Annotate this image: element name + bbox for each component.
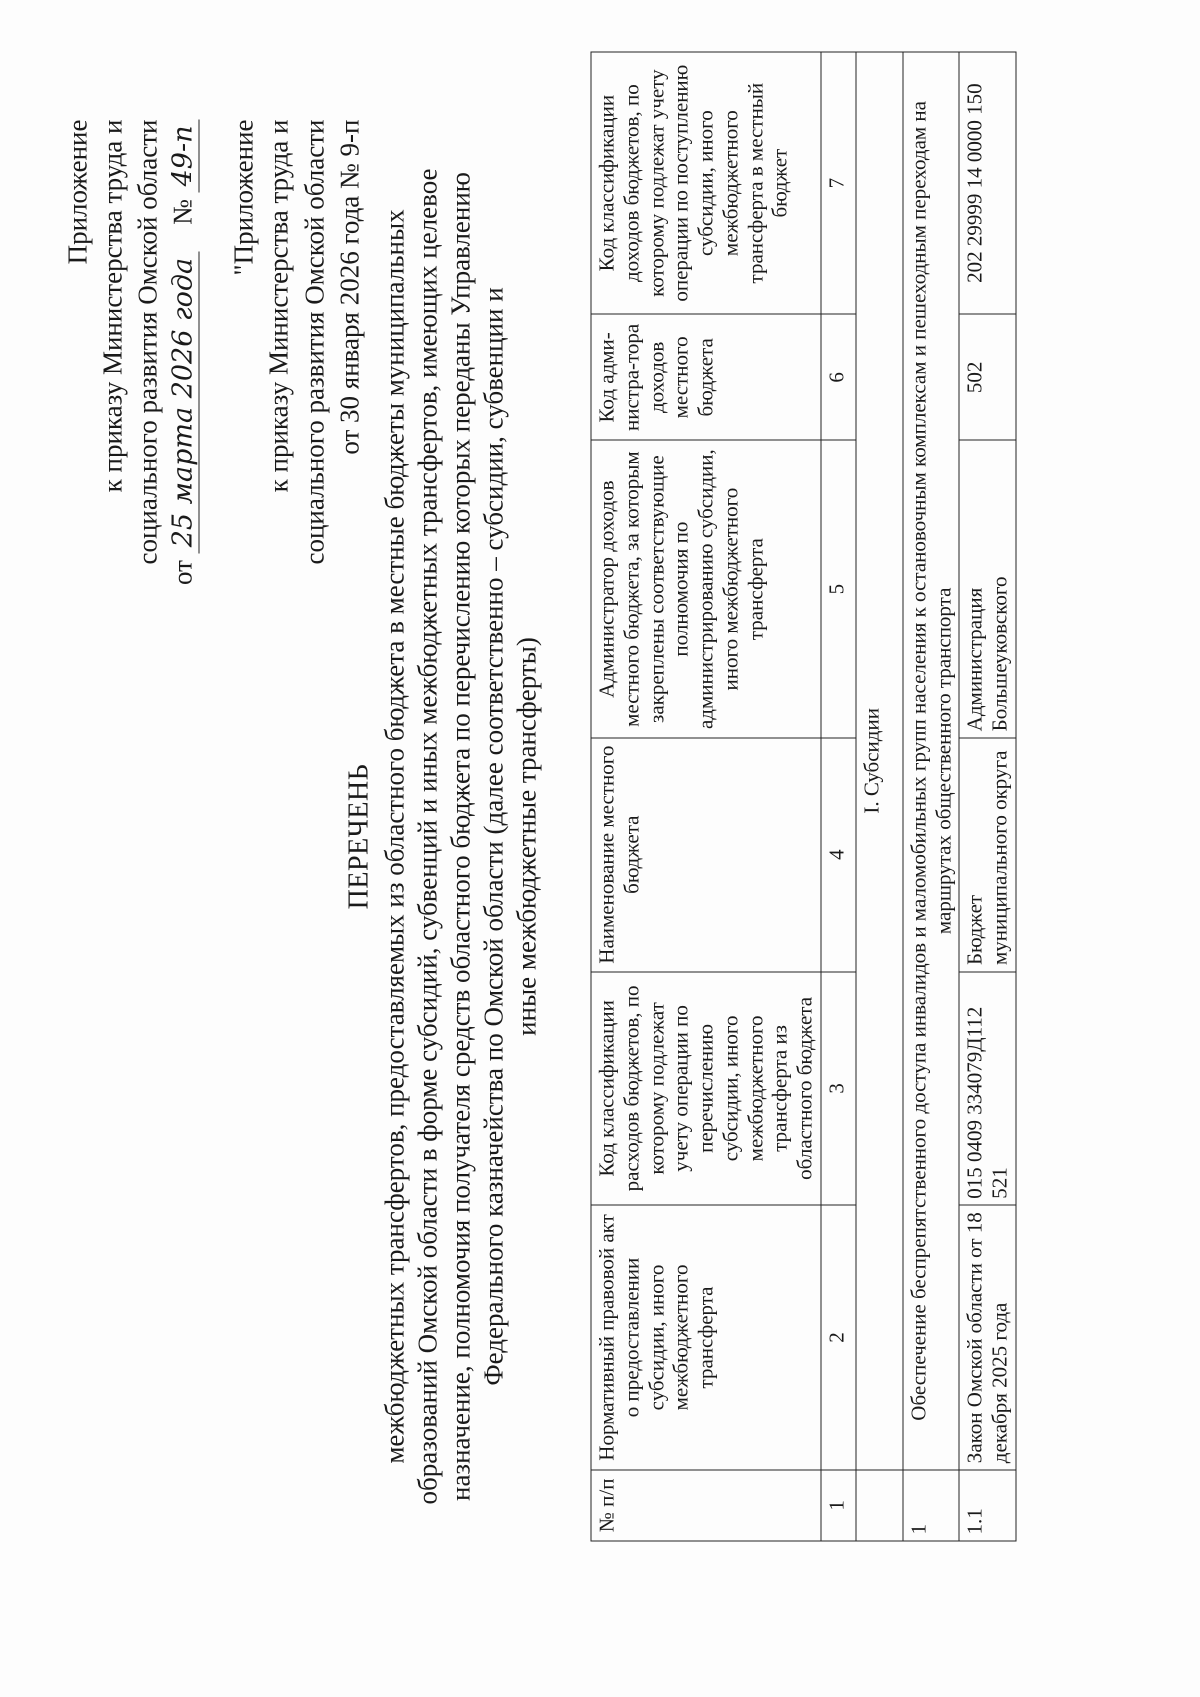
column-number: 4: [821, 738, 856, 972]
column-number: 5: [821, 440, 856, 737]
group-number: 1: [903, 1470, 960, 1541]
row-admin-code: 502: [959, 314, 1016, 440]
column-number: 2: [821, 1205, 856, 1469]
approval-header: [61, 120, 368, 640]
section-spacer-cell: [856, 1470, 903, 1541]
rotated-sheet: [1, 0, 1200, 1697]
title-line-2: образований Омской области в форме субсидий, субвенций и иных межбюджетных трансфертов, имеющих целевое: [412, 168, 443, 1505]
header-appendix: Приложение: [62, 119, 93, 265]
quoted-date: от 30 января 2026 года № 9-п: [334, 119, 365, 455]
col-header-budget-name: Наименование местного бюджета: [591, 738, 821, 972]
quoted-order-ref: к приказу Министерства труда и: [263, 119, 294, 493]
row-income-code: 202 29999 14 0000 150: [959, 52, 1016, 314]
header-date-line: [166, 120, 201, 640]
document-title: [343, 157, 544, 1517]
quoted-appendix: "Приложение: [228, 119, 259, 276]
title-line-1: межбюджетных трансфертов, предоставляемых из областного бюджета в местные бюджеты муниципальных: [379, 209, 410, 1464]
section-row: [856, 52, 903, 1541]
column-numbers-row: [821, 52, 856, 1541]
row-budget-name: Бюджет муниципального округа: [959, 738, 1016, 972]
table-header-row: [591, 52, 821, 1541]
group-row: [903, 52, 960, 1541]
title-line-4: Федерального казначейства по Омской области (далее соответственно – субсидии, субвенции и: [478, 287, 509, 1386]
header-from-label: от: [167, 560, 198, 585]
col-header-administrator: Администратор доходов местного бюджета, за которым закреплены соответствующие полномочия по администрированию субсидии, иного межбюджетного трансферта: [591, 440, 821, 737]
table-row: [959, 52, 1016, 1541]
row-legal-act: Закон Омской области от 18 декабря 2025 года: [959, 1205, 1016, 1469]
column-number: 7: [821, 52, 856, 314]
col-header-admin-code: Код адми-нистра-тора доходов местного бюджета: [591, 314, 821, 440]
handwritten-number: 49-п: [168, 120, 200, 193]
row-number: 1.1: [959, 1470, 1016, 1541]
col-header-number: № п/п: [591, 1470, 821, 1541]
column-number: 1: [821, 1470, 856, 1541]
section-title: I. Субсидии: [856, 52, 903, 1470]
col-header-expense-code: Код классификации расходов бюджетов, по которому подлежат учету операции по перечислению субсидии, иного межбюджетного трансферта из областного бюджета: [591, 972, 821, 1206]
header-order-ref: к приказу Министерства труда и: [97, 119, 128, 493]
header-ministry: социального развития Омской области: [132, 119, 163, 565]
column-number: 3: [821, 972, 856, 1206]
transfers-table: [591, 52, 1017, 1542]
title-line-5: иные межбюджетные трансферты): [511, 637, 542, 1036]
column-number: 6: [821, 314, 856, 440]
row-expense-code: 015 0409 334079Д112 521: [959, 972, 1016, 1206]
title-heading: ПЕРЕЧЕНЬ: [343, 763, 375, 910]
row-administrator: Администрация Большеуковского: [959, 440, 1016, 737]
group-description: Обеспечение беспрепятственного доступа инвалидов и маломобильных групп населения к остановочным комплексам и пешеходным переходам на маршрутах общественного транспорта: [903, 52, 960, 1470]
title-line-3: назначение, полномочия получателя средств областного бюджета по перечислению которых переданы Управлению: [445, 172, 476, 1501]
col-header-legal-act: Нормативный правовой акт о предоставлении субсидии, иного межбюджетного трансферта: [591, 1205, 821, 1469]
col-header-income-code: Код классификации доходов бюджетов, по которому подлежат учету операции по поступлению субсидии, иного межбюджетного трансферта в местный бюджет: [591, 52, 821, 314]
handwritten-date: 25 марта 2026 года: [168, 252, 200, 553]
quoted-ministry: социального развития Омской области: [299, 119, 330, 565]
header-number-label: №: [167, 199, 198, 225]
